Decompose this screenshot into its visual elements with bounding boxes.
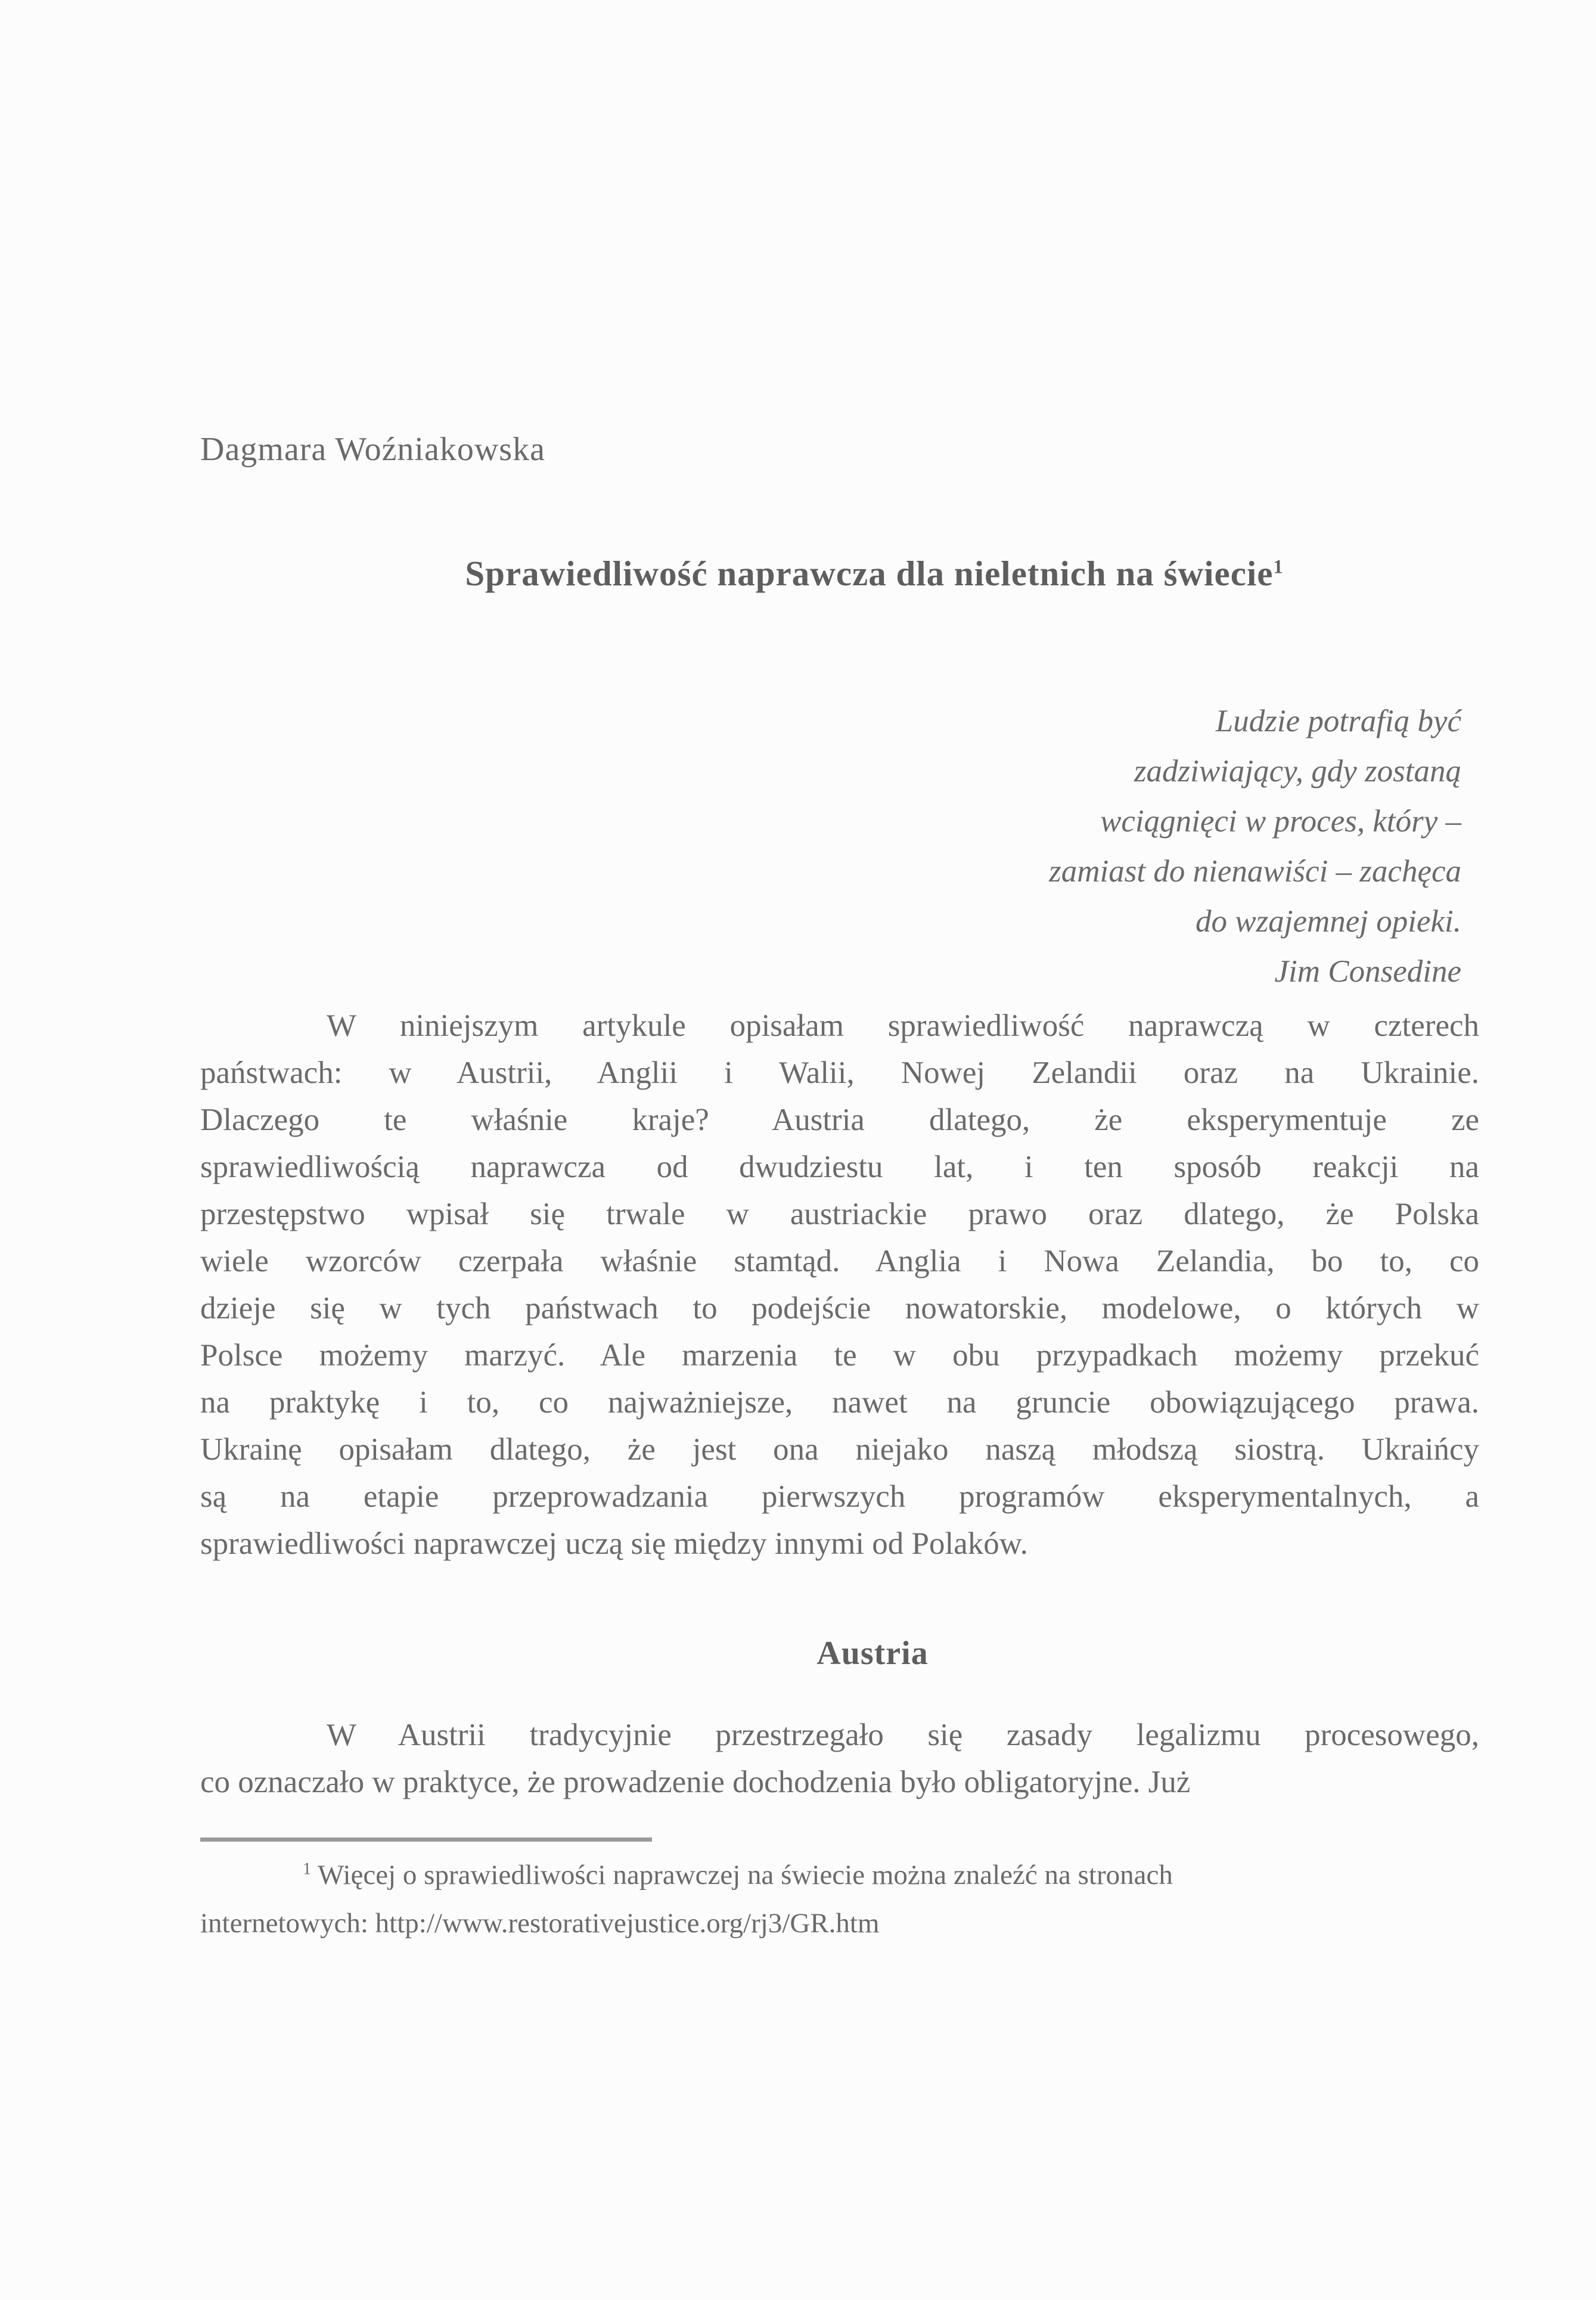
article-title-text: Sprawiedliwość naprawcza dla nieletnich na świecie <box>465 554 1274 593</box>
text-line: wiele wzorców czerpała właśnie stamtąd. Anglia i Nowa Zelandia, bo to, co <box>200 1244 1479 1278</box>
footnote-separator-rule <box>200 1837 652 1842</box>
footnote-reference-superscript: 1 <box>1273 556 1284 578</box>
footnote <box>200 1851 1479 1948</box>
footnote-marker: 1 <box>303 1860 312 1879</box>
article-title <box>235 553 1514 594</box>
text-line: przestępstwo wpisał się trwale w austriackie prawo oraz dlatego, że Polska <box>200 1197 1479 1231</box>
text-line: Ludzie potrafią być <box>1215 704 1461 738</box>
footnote-text: Więcej o sprawiedliwości naprawczej na świecie można znaleźć na stronach <box>311 1860 1173 1891</box>
text-line: państwach: w Austrii, Anglii i Walii, Nowej Zelandii oraz na Ukrainie. <box>200 1056 1479 1090</box>
section-heading-austria: Austria <box>816 1635 929 1672</box>
text-line: sprawiedliwości naprawczej uczą się między innymi od Polaków. <box>200 1526 1028 1561</box>
text-line: Dlaczego te właśnie kraje? Austria dlatego, że eksperymentuje ze <box>200 1103 1479 1137</box>
footnote-url-line: internetowych: http://www.restorativejustice.org/rj3/GR.htm <box>200 1908 880 1939</box>
text-line: na praktykę i to, co najważniejsze, nawet na gruncie obowiązującego prawa. <box>200 1385 1479 1420</box>
text-line: Polsce możemy marzyć. Ale marzenia te w obu przypadkach możemy przekuć <box>200 1338 1479 1373</box>
text-line: zamiast do nienawiści – zachęca <box>1049 854 1461 889</box>
text-line: są na etapie przeprowadzania pierwszych programów eksperymentalnych, a <box>200 1479 1479 1514</box>
epigraph-attribution: Jim Consedine <box>1274 954 1461 989</box>
epigraph-lines <box>627 696 1461 946</box>
text-line: zadziwiający, gdy zostaną <box>1134 754 1461 789</box>
text-line: dzieje się w tych państwach to podejście nowatorskie, modelowe, o których w <box>200 1291 1479 1326</box>
body-paragraph-intro <box>200 1002 1479 1568</box>
text-line: do wzajemnej opieki. <box>1196 904 1461 939</box>
text-line: sprawiedliwością naprawcza od dwudziestu lat, i ten sposób reakcji na <box>200 1150 1479 1184</box>
footnote-line <box>200 1851 1479 1899</box>
text-line: Ukrainę opisałam dlatego, że jest ona niejako naszą młodszą siostrą. Ukraińcy <box>200 1432 1479 1467</box>
text-line: co oznaczało w praktyce, że prowadzenie dochodzenia było obligatoryjne. Już <box>200 1765 1191 1799</box>
text-line: wciągnięci w proces, który – <box>1100 804 1461 839</box>
body-paragraph-austria <box>200 1712 1479 1806</box>
author-name: Dagmara Woźniakowska <box>200 431 545 468</box>
text-line: W niniejszym artykule opisałam sprawiedliwość naprawczą w czterech <box>327 1008 1479 1043</box>
epigraph-quote <box>627 696 1461 997</box>
text-line: W Austrii tradycyjnie przestrzegało się zasady legalizmu procesowego, <box>327 1718 1479 1752</box>
